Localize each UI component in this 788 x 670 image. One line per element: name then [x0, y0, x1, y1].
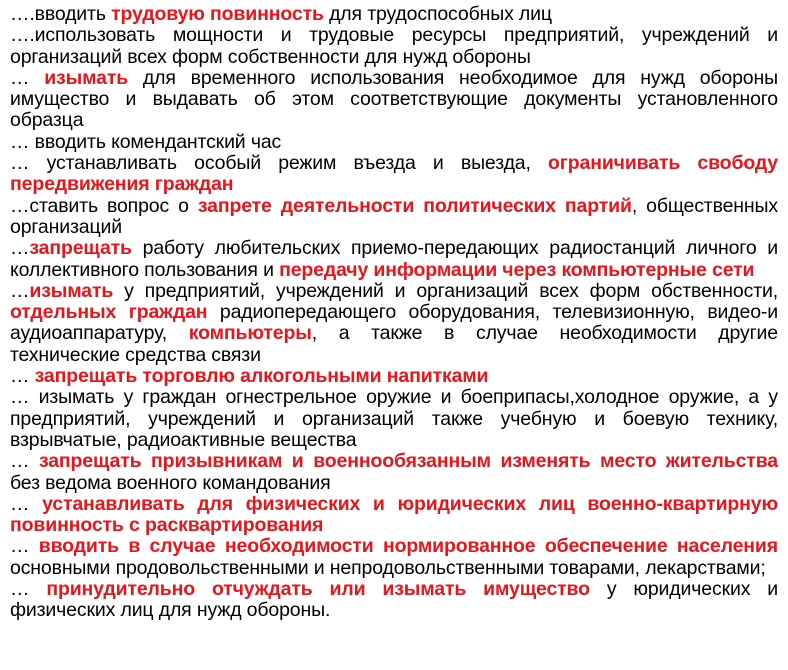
paragraph: [10, 451, 778, 494]
highlighted-phrase: принудительно отчуждать или изымать имущество: [46, 578, 590, 601]
highlighted-phrase: передачу информации через компьютерные сети: [279, 258, 755, 281]
text-run: ….использовать мощности и трудовые ресурсы предприятий, учреждений и организаций всех форм собственности для нужд обороны: [10, 24, 778, 68]
paragraph: [10, 494, 778, 537]
text-run: …: [10, 450, 39, 473]
text-run: …: [10, 535, 39, 558]
text-run: …: [10, 66, 45, 89]
text-run: … устанавливать особый режим въезда и выезда,: [10, 152, 548, 175]
highlighted-phrase: отдельных граждан: [10, 301, 208, 324]
text-run: у юридических и физических лиц для нужд обороны.: [10, 578, 778, 622]
text-run: …: [10, 237, 30, 260]
highlighted-phrase: компьютеры: [188, 322, 312, 345]
highlighted-phrase: устанавливать для физических и юридических лиц военно-квартирную повинность с расквартирования: [10, 492, 779, 537]
text-run: , общественных организаций: [10, 194, 778, 238]
text-run: ….вводить: [10, 3, 112, 25]
paragraph: [10, 536, 778, 579]
text-run: радиопередающего оборудования, телевизионную, видео-и аудиоаппаратуру,: [10, 301, 778, 345]
text-run: …: [10, 365, 35, 388]
paragraph: [10, 68, 778, 132]
paragraph: [10, 579, 778, 622]
text-run: … изымать у граждан огнестрельное оружие и боеприпасы,холодное оружие, а у предприятий, учреждений и организаций также учебную и боевую технику, взрывчатые, радиоактивные вещества: [10, 386, 778, 451]
paragraph: [10, 4, 778, 25]
text-run: без ведома военного командования: [10, 471, 331, 494]
paragraph: [10, 196, 778, 239]
text-run: основными продовольственными и непродовольственными товарами, лекарствами;: [10, 556, 766, 579]
text-run: у предприятий, учреждений и организаций всех форм обственности,: [113, 279, 778, 302]
text-run: …: [10, 578, 47, 601]
highlighted-phrase: ограничивать свободу передвижения граждан: [10, 152, 779, 196]
highlighted-phrase: запрещать: [29, 237, 132, 260]
paragraph: [10, 387, 778, 451]
text-run: …: [10, 279, 30, 302]
text-run: работу любительских приемо-передающих радиостанций личного и коллективного пользования и: [10, 237, 778, 281]
paragraph: [10, 132, 778, 153]
text-run: …ставить вопрос о: [10, 194, 198, 217]
paragraph: [10, 281, 778, 366]
highlighted-phrase: вводить в случае необходимости нормированное обеспечение населения: [38, 535, 778, 558]
paragraph: [10, 153, 778, 196]
paragraph: [10, 366, 778, 387]
paragraph: [10, 238, 778, 281]
highlighted-phrase: изымать: [29, 279, 114, 302]
text-run: для временного использования необходимое для нужд обороны имущество и выдавать об этом соответствующие документы установленного образца: [10, 66, 778, 132]
highlighted-phrase: изымать: [44, 66, 129, 89]
highlighted-phrase: запрещать призывникам и военнообязанным изменять место жительства: [38, 450, 778, 473]
paragraph: [10, 25, 778, 68]
text-run: …: [10, 492, 43, 515]
highlighted-phrase: трудовую повинность: [111, 3, 324, 25]
highlighted-phrase: запрещать торговлю алкогольными напитками: [34, 365, 489, 388]
text-run: для трудоспособных лиц: [323, 3, 552, 25]
text-run: , а также в случае необходимости другие технические средства связи: [10, 322, 778, 366]
text-run: … вводить комендантский час: [10, 130, 282, 153]
highlighted-phrase: запрете деятельности политических партий: [197, 194, 632, 217]
